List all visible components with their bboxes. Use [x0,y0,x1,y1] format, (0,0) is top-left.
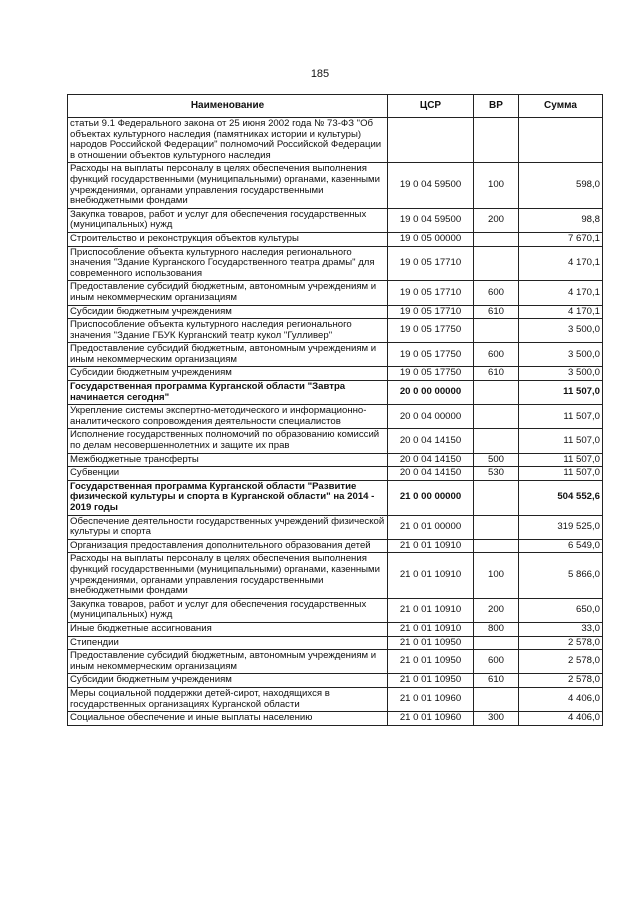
cell-name: Межбюджетные трансферты [68,453,388,467]
cell-sum: 11 507,0 [519,467,603,481]
table-row [68,674,603,688]
cell-sum: 598,0 [519,163,603,208]
cell-vr: 500 [474,453,519,467]
cell-sum: 2 578,0 [519,650,603,674]
cell-vr: 800 [474,622,519,636]
cell-vr [474,480,519,515]
cell-vr: 610 [474,305,519,319]
cell-vr: 200 [474,208,519,232]
cell-name: Организация предоставления дополнительного образования детей [68,539,388,553]
cell-csr: 19 0 05 17750 [388,367,474,381]
table-row [68,650,603,674]
cell-csr: 19 0 05 17750 [388,319,474,343]
cell-csr: 20 0 04 14150 [388,453,474,467]
table-row [68,246,603,281]
cell-csr: 21 0 01 10910 [388,539,474,553]
cell-sum: 11 507,0 [519,429,603,453]
cell-sum: 3 500,0 [519,367,603,381]
cell-sum: 11 507,0 [519,381,603,405]
cell-vr: 200 [474,598,519,622]
cell-name: Государственная программа Курганской области "Завтра начинается сегодня" [68,381,388,405]
cell-name: Закупка товаров, работ и услуг для обеспечения государственных (муниципальных) нужд [68,208,388,232]
cell-vr [474,381,519,405]
table-body [68,118,603,726]
cell-name: Субсидии бюджетным учреждениям [68,367,388,381]
cell-name: Закупка товаров, работ и услуг для обеспечения государственных (муниципальных) нужд [68,598,388,622]
cell-sum: 5 866,0 [519,553,603,598]
cell-name: Расходы на выплаты персоналу в целях обеспечения выполнения функций государственными (муниципальными) органами, казенными учреждениями, органами управления государственными внебюджетными фондами [68,163,388,208]
cell-csr: 19 0 05 00000 [388,232,474,246]
cell-name: Обеспечение деятельности государственных учреждений физической культуры и спорта [68,515,388,539]
table-row [68,480,603,515]
table-row [68,467,603,481]
cell-name: Меры социальной поддержки детей-сирот, находящихся в государственных организациях Курганской области [68,687,388,711]
cell-sum: 4 170,1 [519,281,603,305]
cell-vr: 100 [474,163,519,208]
cell-sum: 3 500,0 [519,343,603,367]
table-row [68,208,603,232]
cell-vr: 100 [474,553,519,598]
cell-csr: 20 0 04 14150 [388,429,474,453]
cell-sum [519,118,603,163]
cell-csr: 21 0 01 10960 [388,687,474,711]
cell-sum: 319 525,0 [519,515,603,539]
table-header-row [68,95,603,118]
cell-csr: 20 0 04 00000 [388,405,474,429]
cell-vr: 600 [474,281,519,305]
table-row [68,305,603,319]
table-row [68,343,603,367]
cell-vr [474,636,519,650]
cell-sum: 11 507,0 [519,453,603,467]
cell-csr: 19 0 05 17710 [388,305,474,319]
table-row [68,381,603,405]
cell-csr: 21 0 01 10950 [388,636,474,650]
cell-csr: 21 0 01 10910 [388,553,474,598]
budget-table [67,94,603,726]
cell-vr [474,687,519,711]
table-row [68,622,603,636]
cell-csr: 21 0 01 10910 [388,622,474,636]
table-row [68,553,603,598]
cell-sum: 2 578,0 [519,674,603,688]
cell-vr: 530 [474,467,519,481]
table-row [68,163,603,208]
table-row [68,453,603,467]
cell-sum: 7 670,1 [519,232,603,246]
cell-vr: 600 [474,650,519,674]
cell-name: Субвенции [68,467,388,481]
cell-csr: 19 0 04 59500 [388,208,474,232]
cell-csr: 21 0 01 10910 [388,598,474,622]
page-number: 185 [310,68,330,80]
cell-name: Приспособление объекта культурного наследия регионального значения "Здание ГБУК Курганский театр кукол "Гулливер" [68,319,388,343]
table-row [68,687,603,711]
cell-sum: 4 170,1 [519,246,603,281]
cell-csr: 21 0 00 00000 [388,480,474,515]
table-row [68,636,603,650]
cell-csr: 20 0 04 14150 [388,467,474,481]
cell-vr [474,232,519,246]
table-row [68,232,603,246]
cell-name: Стипендии [68,636,388,650]
cell-vr [474,319,519,343]
cell-sum: 11 507,0 [519,405,603,429]
header-csr: ЦСР [388,95,474,118]
cell-name: Государственная программа Курганской области "Развитие физической культуры и спорта в Курганской области" на 2014 - 2019 годы [68,480,388,515]
cell-csr: 21 0 01 10960 [388,712,474,726]
cell-vr [474,539,519,553]
cell-csr [388,118,474,163]
cell-csr: 21 0 01 10950 [388,674,474,688]
cell-vr: 600 [474,343,519,367]
table-row [68,405,603,429]
cell-sum: 650,0 [519,598,603,622]
cell-vr [474,118,519,163]
cell-csr: 19 0 05 17710 [388,246,474,281]
table-row [68,118,603,163]
cell-csr: 20 0 00 00000 [388,381,474,405]
cell-sum: 4 406,0 [519,687,603,711]
table-row [68,712,603,726]
cell-csr: 21 0 01 00000 [388,515,474,539]
cell-name: Иные бюджетные ассигнования [68,622,388,636]
cell-sum: 504 552,6 [519,480,603,515]
table-row [68,319,603,343]
cell-name: Субсидии бюджетным учреждениям [68,305,388,319]
cell-sum: 98,8 [519,208,603,232]
cell-sum: 4 406,0 [519,712,603,726]
cell-vr: 610 [474,367,519,381]
cell-vr [474,515,519,539]
cell-vr [474,429,519,453]
cell-name: Предоставление субсидий бюджетным, автономным учреждениям и иным некоммерческим организациям [68,281,388,305]
cell-name: Предоставление субсидий бюджетным, автономным учреждениям и иным некоммерческим организациям [68,343,388,367]
cell-vr: 300 [474,712,519,726]
cell-csr: 19 0 04 59500 [388,163,474,208]
cell-vr [474,246,519,281]
cell-sum: 6 549,0 [519,539,603,553]
table-row [68,281,603,305]
cell-vr [474,405,519,429]
cell-sum: 3 500,0 [519,319,603,343]
table-row [68,539,603,553]
cell-name: Строительство и реконструкция объектов культуры [68,232,388,246]
cell-name: Предоставление субсидий бюджетным, автономным учреждениям и иным некоммерческим организациям [68,650,388,674]
cell-csr: 21 0 01 10950 [388,650,474,674]
table-row [68,598,603,622]
cell-sum: 2 578,0 [519,636,603,650]
table-row [68,515,603,539]
header-sum: Сумма [519,95,603,118]
cell-name: Приспособление объекта культурного наследия регионального значения "Здание Курганского Государственного театра драмы" для современного использования [68,246,388,281]
cell-name: Субсидии бюджетным учреждениям [68,674,388,688]
header-vr: ВР [474,95,519,118]
cell-csr: 19 0 05 17710 [388,281,474,305]
cell-sum: 33,0 [519,622,603,636]
cell-name: Социальное обеспечение и иные выплаты населению [68,712,388,726]
cell-name: статьи 9.1 Федерального закона от 25 июня 2002 года № 73-ФЗ "Об объектах культурного наследия (памятниках истории и культуры) народов Российской Федерации" полномочий Российской Федерации в отношении объектов культурного наследия [68,118,388,163]
cell-vr: 610 [474,674,519,688]
cell-name: Укрепление системы экспертно-методического и информационно-аналитического сопровождения деятельности специалистов [68,405,388,429]
cell-sum: 4 170,1 [519,305,603,319]
cell-name: Расходы на выплаты персоналу в целях обеспечения выполнения функций государственными (муниципальными) органами, казенными учреждениями, органами управления государственными внебюджетными фондами [68,553,388,598]
table-row [68,429,603,453]
cell-name: Исполнение государственных полномочий по образованию комиссий по делам несовершеннолетних и защите их прав [68,429,388,453]
header-name: Наименование [68,95,388,118]
cell-csr: 19 0 05 17750 [388,343,474,367]
table-row [68,367,603,381]
